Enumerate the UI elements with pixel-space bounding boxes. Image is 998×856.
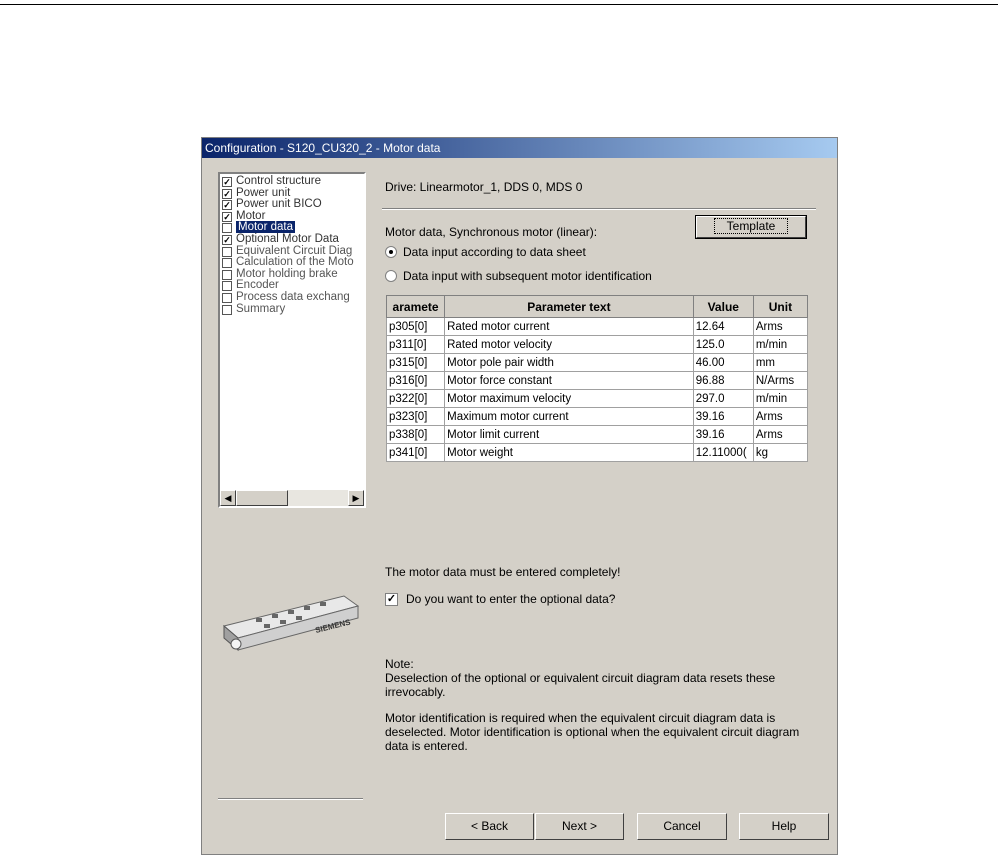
tree-item-label: Equivalent Circuit Diag	[236, 244, 353, 257]
drive-info: Drive: Linearmotor_1, DDS 0, MDS 0	[385, 180, 583, 194]
scroll-left-arrow-icon[interactable]: ◀	[220, 490, 236, 506]
column-header-parameter-text[interactable]: Parameter text	[445, 296, 694, 318]
cell-unit: Arms	[753, 318, 807, 336]
optional-data-label: Do you want to enter the optional data?	[406, 592, 616, 606]
radio-selected-icon[interactable]	[385, 246, 397, 258]
linear-motor-image	[216, 578, 366, 658]
cell-parameter-text: Motor weight	[445, 444, 694, 462]
tree-item-label: Motor	[236, 209, 266, 222]
tree-item-label: Power unit BICO	[236, 198, 322, 211]
optional-data-checkbox[interactable]: ✓	[386, 592, 397, 605]
cell-parameter-text: Maximum motor current	[445, 408, 694, 426]
table-row	[387, 354, 808, 372]
tree-list	[220, 176, 366, 315]
tree-item-label: Motor holding brake	[236, 267, 338, 280]
cell-parameter-text: Rated motor current	[445, 318, 694, 336]
template-button[interactable]: Template	[696, 216, 806, 238]
scroll-right-arrow-icon[interactable]: ▶	[348, 490, 364, 506]
checked-box-icon[interactable]: ✓	[223, 234, 231, 245]
radio-datasheet-label: Data input according to data sheet	[403, 245, 586, 259]
unchecked-box-icon[interactable]	[222, 223, 232, 233]
radio-datasheet[interactable]	[385, 245, 586, 259]
cell-parameter-text: Motor maximum velocity	[445, 390, 694, 408]
cell-parameter: p311[0]	[387, 336, 445, 354]
siemens-logo-text: SIEMENS	[314, 617, 352, 635]
checked-box-icon[interactable]: ✓	[223, 188, 231, 199]
cell-parameter-text: Motor force constant	[445, 372, 694, 390]
back-button[interactable]: < Back	[445, 813, 534, 840]
cell-value[interactable]: 39.16	[693, 408, 753, 426]
header-separator	[382, 208, 816, 210]
cell-parameter: p316[0]	[387, 372, 445, 390]
motor-parameter-table	[386, 295, 808, 462]
completion-warning: The motor data must be entered completely!	[385, 565, 621, 579]
page-top-rule	[0, 4, 998, 5]
cell-parameter: p323[0]	[387, 408, 445, 426]
checked-box-icon[interactable]: ✓	[223, 200, 231, 211]
cell-value[interactable]: 12.64	[693, 318, 753, 336]
tree-item-label: Control structure	[236, 175, 322, 187]
cell-unit: kg	[753, 444, 807, 462]
note-section	[385, 657, 815, 765]
cell-value[interactable]: 46.00	[693, 354, 753, 372]
tree-item-label: Process data exchang	[236, 290, 350, 303]
cell-parameter: p338[0]	[387, 426, 445, 444]
cell-unit: N/Arms	[753, 372, 807, 390]
column-header-unit[interactable]: Unit	[753, 296, 807, 318]
tree-item-label: Calculation of the Moto	[236, 256, 354, 269]
unchecked-box-icon[interactable]	[222, 270, 232, 280]
optional-data-checkbox-row[interactable]	[385, 592, 615, 606]
cell-parameter: p315[0]	[387, 354, 445, 372]
unchecked-box-icon[interactable]	[222, 293, 232, 303]
cell-unit: mm	[753, 354, 807, 372]
unchecked-box-icon[interactable]	[222, 247, 232, 257]
cell-unit: m/min	[753, 336, 807, 354]
note-title: Note:	[385, 657, 414, 671]
note-identification: Motor identification is required when the equivalent circuit diagram data is deselected. Motor identification is optional when the equivalent circuit diagram data is entered.	[385, 711, 800, 753]
cell-value[interactable]: 39.16	[693, 426, 753, 444]
tree-item-label: Power unit	[236, 186, 291, 199]
dialog-title: Configuration - S120_CU320_2 - Motor data	[202, 138, 837, 158]
next-button[interactable]: Next >	[535, 813, 624, 840]
motor-type-label: Motor data, Synchronous motor (linear):	[385, 225, 598, 239]
cell-unit: m/min	[753, 390, 807, 408]
table-row	[387, 372, 808, 390]
tree-item-label: Motor data	[238, 221, 293, 234]
table-row	[387, 444, 808, 462]
scrollbar-thumb[interactable]	[236, 490, 288, 506]
cell-unit: Arms	[753, 426, 807, 444]
checked-box-icon[interactable]: ✓	[223, 211, 231, 222]
configuration-dialog	[201, 137, 838, 855]
cell-value[interactable]: 12.11000(	[693, 444, 753, 462]
cell-parameter-text: Motor pole pair width	[445, 354, 694, 372]
unchecked-box-icon[interactable]	[222, 258, 232, 268]
cancel-button[interactable]: Cancel	[637, 813, 727, 840]
table-row	[387, 336, 808, 354]
table-row	[387, 426, 808, 444]
column-header-value[interactable]: Value	[693, 296, 753, 318]
cell-value[interactable]: 96.88	[693, 372, 753, 390]
radio-identification-label: Data input with subsequent motor identification	[403, 269, 652, 283]
radio-identification[interactable]	[385, 269, 652, 283]
unchecked-box-icon[interactable]	[222, 305, 232, 315]
cell-parameter-text: Motor limit current	[445, 426, 694, 444]
table-row	[387, 390, 808, 408]
table-header-row	[387, 296, 808, 318]
checked-box-icon[interactable]: ✓	[223, 177, 231, 187]
tree-item-label: Optional Motor Data	[236, 232, 339, 245]
tree-item-label: Encoder	[236, 279, 279, 292]
table-row	[387, 318, 808, 336]
note-deselection: Deselection of the optional or equivalent circuit diagram data resets these irrevocably.	[385, 671, 776, 699]
tree-horizontal-scrollbar[interactable]	[220, 490, 364, 506]
cell-unit: Arms	[753, 408, 807, 426]
cell-parameter-text: Rated motor velocity	[445, 336, 694, 354]
cell-parameter: p305[0]	[387, 318, 445, 336]
radio-unselected-icon[interactable]	[385, 270, 397, 282]
cell-parameter: p322[0]	[387, 390, 445, 408]
left-separator	[218, 798, 363, 800]
unchecked-box-icon[interactable]	[222, 281, 232, 291]
cell-parameter: p341[0]	[387, 444, 445, 462]
column-header-parameter[interactable]: aramete	[387, 296, 445, 318]
tree-item-label: Summary	[236, 302, 286, 315]
cell-value[interactable]: 125.0	[693, 336, 753, 354]
cell-value[interactable]: 297.0	[693, 390, 753, 408]
help-button[interactable]: Help	[739, 813, 829, 840]
table-row	[387, 408, 808, 426]
wizard-step-tree[interactable]	[218, 172, 366, 508]
tree-item[interactable]	[220, 304, 366, 316]
